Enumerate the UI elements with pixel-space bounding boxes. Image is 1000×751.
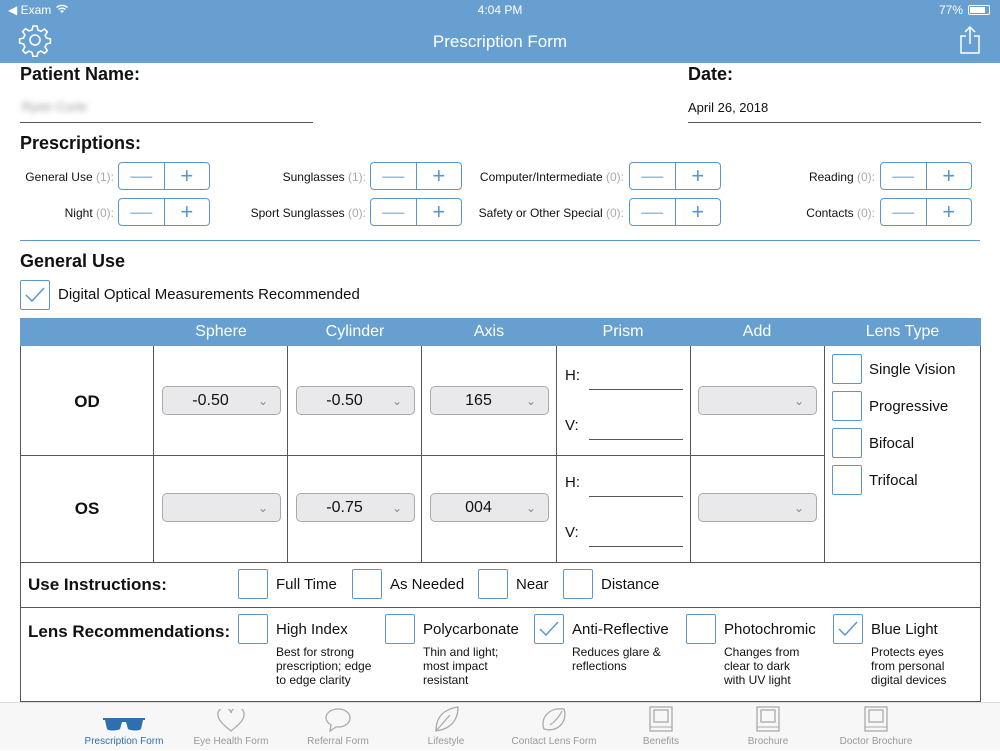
minus-button[interactable]: — — [881, 163, 927, 189]
share-icon[interactable] — [960, 26, 980, 59]
rx-label-computer: Computer/Intermediate (0): — [479, 170, 624, 184]
chevron-down-icon: ⌄ — [258, 500, 269, 515]
os-prism-h-input[interactable] — [589, 496, 683, 497]
lens-type-progressive-label: Progressive — [869, 398, 949, 415]
lens-polycarbonate-desc: Thin and light; most impact resistant — [423, 645, 499, 687]
tab-referral-form[interactable]: Referral Form — [283, 703, 393, 751]
use-full-time-checkbox[interactable] — [238, 569, 268, 599]
digital-measurements-checkbox[interactable] — [20, 280, 50, 310]
lens-high-index-desc: Best for strong prescription; edge to edge clarity — [276, 645, 372, 687]
lens-type-trifocal-label: Trifocal — [869, 472, 918, 489]
use-instructions-title: Use Instructions: — [28, 575, 167, 594]
status-time: 4:04 PM — [477, 3, 523, 17]
rx-stepper-night[interactable] — [118, 198, 210, 226]
general-use-title: General Use — [20, 251, 126, 271]
lens-type-single-vision-label: Single Vision — [869, 361, 956, 378]
patient-name-label: Patient Name: — [20, 64, 141, 84]
lens-polycarbonate-label: Polycarbonate — [423, 621, 519, 638]
minus-button[interactable]: — — [119, 199, 165, 225]
rx-label-night: Night (0): — [64, 206, 114, 220]
section-divider — [20, 240, 980, 241]
rx-label-reading: Reading (0): — [808, 170, 875, 184]
lens-type-bifocal-label: Bifocal — [869, 435, 915, 452]
grid-line — [153, 346, 154, 562]
lens-type-trifocal-checkbox[interactable] — [832, 465, 862, 495]
use-near-checkbox[interactable] — [478, 569, 508, 599]
rx-table-header — [20, 318, 981, 346]
page-title: Prescription Form — [432, 32, 568, 51]
grid-line — [690, 346, 691, 562]
lens-anti-reflective-desc: Reduces glare & reflections — [572, 645, 661, 673]
book-icon — [863, 705, 889, 733]
grid-line — [20, 562, 981, 563]
grid-line — [20, 455, 825, 456]
grid-line — [824, 346, 825, 562]
tab-lifestyle[interactable]: Lifestyle — [391, 703, 501, 751]
status-battery: 77% — [939, 3, 990, 17]
status-bar — [0, 0, 1000, 20]
chevron-down-icon: ⌄ — [392, 393, 403, 408]
lens-blue-light-label: Blue Light — [871, 621, 938, 638]
use-as-needed-label: As Needed — [390, 576, 465, 593]
heart-icon — [217, 709, 245, 733]
rx-stepper-general-use[interactable] — [118, 162, 210, 190]
rx-stepper-contacts[interactable] — [880, 198, 972, 226]
lens-type-progressive-checkbox[interactable] — [832, 391, 862, 421]
tab-bar — [0, 702, 1000, 750]
rx-label-sport-sunglasses: Sport Sunglasses (0): — [250, 206, 366, 220]
header-prism: Prism — [602, 323, 644, 340]
lens-photochromic-label: Photochromic — [724, 621, 816, 638]
os-label: OS — [74, 499, 100, 518]
glasses-icon — [102, 715, 146, 733]
os-axis-select[interactable]: 004 ⌄ — [430, 493, 549, 522]
book-icon — [755, 705, 781, 733]
use-distance-checkbox[interactable] — [563, 569, 593, 599]
lens-blue-light-desc: Protects eyes from personal digital devices — [871, 645, 947, 687]
plus-button[interactable]: + — [942, 199, 956, 224]
use-full-time-label: Full Time — [276, 576, 337, 593]
lens-type-single-vision-checkbox[interactable] — [832, 354, 862, 384]
grid-line — [421, 346, 422, 562]
patient-name-value[interactable]: Ryan Curie — [22, 99, 88, 114]
od-prism-v-label: V: — [565, 417, 579, 434]
os-prism-h-label: H: — [565, 474, 580, 491]
nav-bar — [0, 20, 1000, 63]
lens-polycarbonate-checkbox[interactable] — [385, 614, 415, 644]
lens-anti-reflective-checkbox[interactable] — [534, 614, 564, 644]
book-icon — [648, 705, 674, 733]
chevron-down-icon: ⌄ — [526, 393, 537, 408]
rx-stepper-computer[interactable] — [629, 162, 721, 190]
minus-button[interactable]: — — [119, 163, 165, 189]
chevron-down-icon: ⌄ — [794, 393, 805, 408]
battery-icon — [968, 5, 990, 15]
rx-stepper-safety[interactable] — [629, 198, 721, 226]
header-add: Add — [742, 323, 772, 340]
lens-photochromic-checkbox[interactable] — [686, 614, 716, 644]
checkmark-icon — [539, 621, 559, 637]
os-sphere-select[interactable] — [162, 493, 281, 522]
date-underline — [688, 122, 981, 123]
plus-button[interactable]: + — [180, 199, 194, 224]
status-carrier: ◀ Exam — [8, 3, 69, 17]
tab-eye-health-form[interactable]: Eye Health Form — [176, 703, 286, 751]
chevron-down-icon: ⌄ — [392, 500, 403, 515]
rx-stepper-reading[interactable] — [880, 162, 972, 190]
rx-label-general-use: General Use (1): — [25, 170, 114, 184]
od-cylinder-select[interactable]: -0.50 ⌄ — [296, 386, 415, 415]
grid-line — [287, 346, 288, 562]
use-near-label: Near — [516, 576, 549, 593]
od-axis-select[interactable]: 165 ⌄ — [430, 386, 549, 415]
checkmark-icon — [838, 621, 858, 637]
date-value[interactable]: April 26, 2018 — [688, 100, 769, 115]
os-add-select[interactable] — [698, 493, 817, 522]
od-prism-h-label: H: — [565, 367, 580, 384]
tab-benefits[interactable]: Benefits — [606, 703, 716, 751]
grid-line — [556, 346, 557, 562]
rx-label-contacts: Contacts (0): — [806, 206, 875, 220]
od-sphere-select[interactable]: -0.50 ⌄ — [162, 386, 281, 415]
header-axis: Axis — [473, 323, 505, 340]
tab-contact-lens-form[interactable]: Contact Lens Form — [499, 703, 609, 751]
header-cylinder: Cylinder — [325, 323, 385, 340]
digital-measurements-label: Digital Optical Measurements Recommended — [58, 286, 360, 303]
chevron-down-icon: ⌄ — [526, 500, 537, 515]
minus-button[interactable]: — — [630, 199, 676, 225]
contact-lens-icon — [540, 705, 568, 733]
header-sphere: Sphere — [195, 323, 247, 340]
os-prism-v-input[interactable] — [589, 546, 683, 547]
minus-button[interactable]: — — [630, 163, 676, 189]
minus-button[interactable]: — — [881, 199, 927, 225]
leaf-icon — [432, 705, 460, 733]
checkmark-icon — [25, 287, 45, 303]
lens-blue-light-checkbox[interactable] — [833, 614, 863, 644]
lens-high-index-label: High Index — [276, 621, 348, 638]
rx-label-safety: Safety or Other Special (0): — [478, 206, 624, 220]
plus-button[interactable]: + — [432, 199, 446, 224]
prescriptions-title: Prescriptions: — [20, 133, 142, 153]
patient-name-underline — [20, 122, 313, 123]
header-blank — [20, 318, 154, 346]
lens-recommendations-title: Lens Recommendations: — [28, 622, 231, 641]
lens-anti-reflective-label: Anti-Reflective — [572, 621, 669, 638]
plus-button[interactable]: + — [942, 163, 956, 188]
plus-button[interactable]: + — [691, 199, 705, 224]
tab-doctor-brochure[interactable]: Doctor Brochure — [821, 703, 931, 751]
minus-button[interactable]: — — [371, 163, 417, 189]
plus-button[interactable]: + — [432, 163, 446, 188]
od-prism-h-input[interactable] — [589, 389, 683, 390]
lens-high-index-checkbox[interactable] — [238, 614, 268, 644]
chevron-down-icon: ⌄ — [794, 500, 805, 515]
speech-bubble-icon — [324, 707, 352, 733]
use-distance-label: Distance — [601, 576, 660, 593]
tab-prescription-form[interactable]: Prescription Form — [69, 703, 179, 751]
os-prism-v-label: V: — [565, 524, 579, 541]
rx-label-sunglasses: Sunglasses (1): — [282, 170, 366, 184]
os-cylinder-select[interactable]: -0.75 ⌄ — [296, 493, 415, 522]
date-label: Date: — [688, 64, 734, 84]
back-chevron-icon[interactable]: ◀ — [8, 3, 18, 17]
plus-button[interactable]: + — [691, 163, 705, 188]
od-add-select[interactable] — [698, 386, 817, 415]
use-as-needed-checkbox[interactable] — [352, 569, 382, 599]
od-prism-v-input[interactable] — [589, 439, 683, 440]
header-lens-type: Lens Type — [865, 323, 940, 340]
od-label: OD — [74, 392, 100, 411]
chevron-down-icon: ⌄ — [258, 393, 269, 408]
grid-line — [20, 607, 981, 608]
minus-button[interactable]: — — [371, 199, 417, 225]
lens-photochromic-desc: Changes from clear to dark with UV light — [724, 645, 800, 687]
lens-type-bifocal-checkbox[interactable] — [832, 428, 862, 458]
tab-brochure[interactable]: Brochure — [713, 703, 823, 751]
plus-button[interactable]: + — [180, 163, 194, 188]
